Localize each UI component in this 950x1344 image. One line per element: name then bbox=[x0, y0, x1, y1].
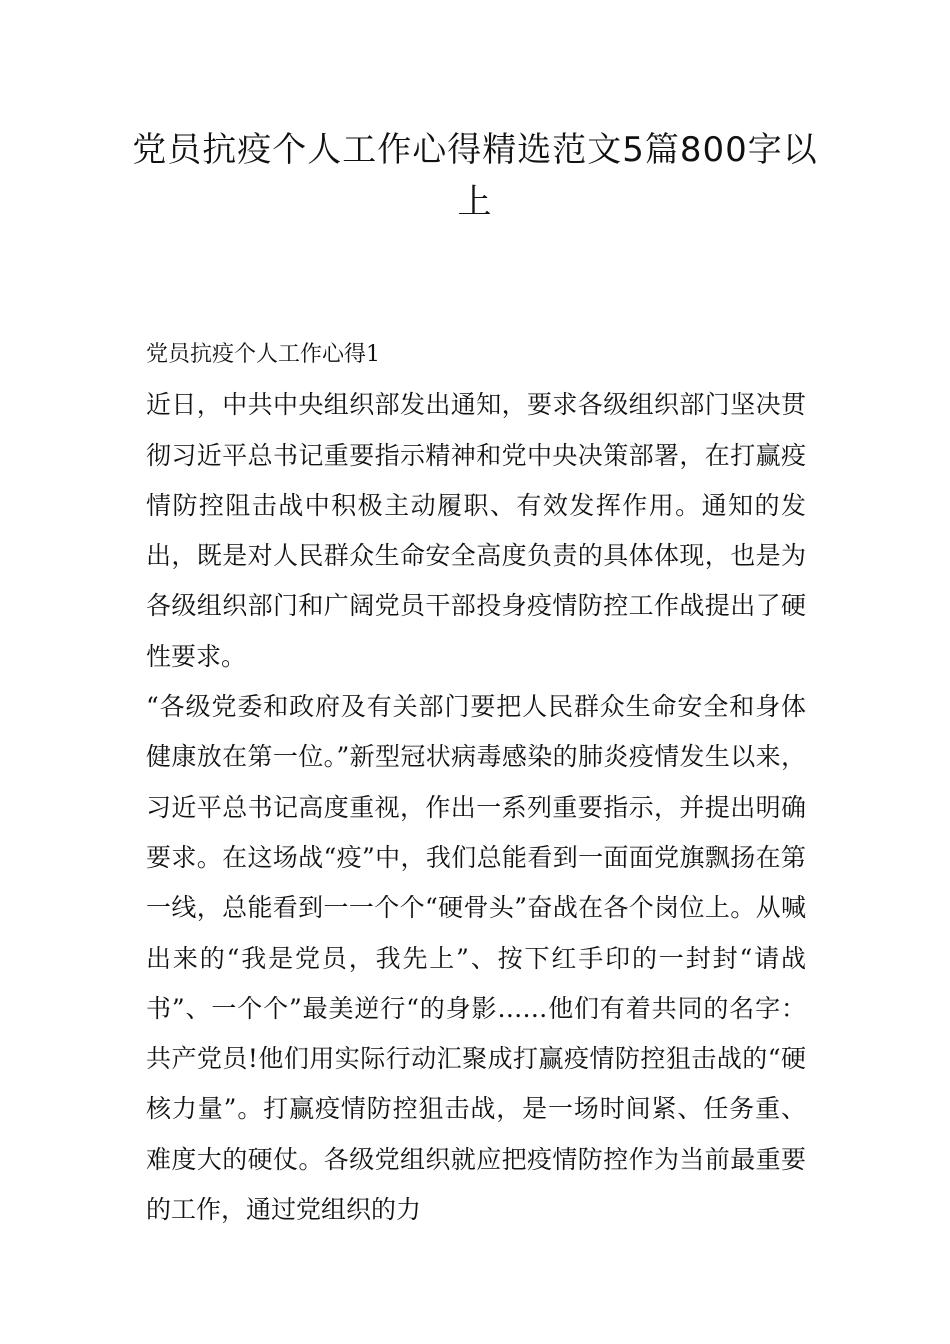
section-heading: 党员抗疫个人工作心得1 bbox=[146, 342, 380, 367]
document-title: 党员抗疫个人工作心得精选范文5篇800字以上 bbox=[132, 130, 818, 222]
paragraph-1: 近日，中共中央组织部发出通知，要求各级组织部门坚决贯彻习近平总书记重要指示精神和党中央决策部署，在打赢疫情防控阻击战中积极主动履职、有效发挥作用。通知的发出，既是对人民群众生命安全高度负责的具体体现，也是为各级组织部门和广阔党员干部投身疫情防控工作战提出了硬性要求。 bbox=[146, 390, 806, 671]
paragraph-2: “各级党委和政府及有关部门要把人民群众生命安全和身体健康放在第一位。”新型冠状病毒感染的肺炎疫情发生以来，习近平总书记高度重视，作出一系列重要指示，并提出明确要求。在这场战“疫”中，我们总能看到一面面党旗飘扬在第一线，总能看到一一个个“硬骨头”奋战在各个岗位上。从喊出来的“我是党员，我先上”、按下红手印的一封封“请战书”、一个个”最美逆行“的身影……他们有着共同的名字：共产党员!他们用实际行动汇聚成打赢疫情防控狙击战的“硬核力量”。打赢疫情防控狙击战，是一场时间紧、任务重、难度大的硬仗。各级党组织就应把疫情防控作为当前最重要的工作，通过党组织的力 bbox=[146, 692, 806, 1225]
document-body bbox=[146, 330, 806, 1235]
